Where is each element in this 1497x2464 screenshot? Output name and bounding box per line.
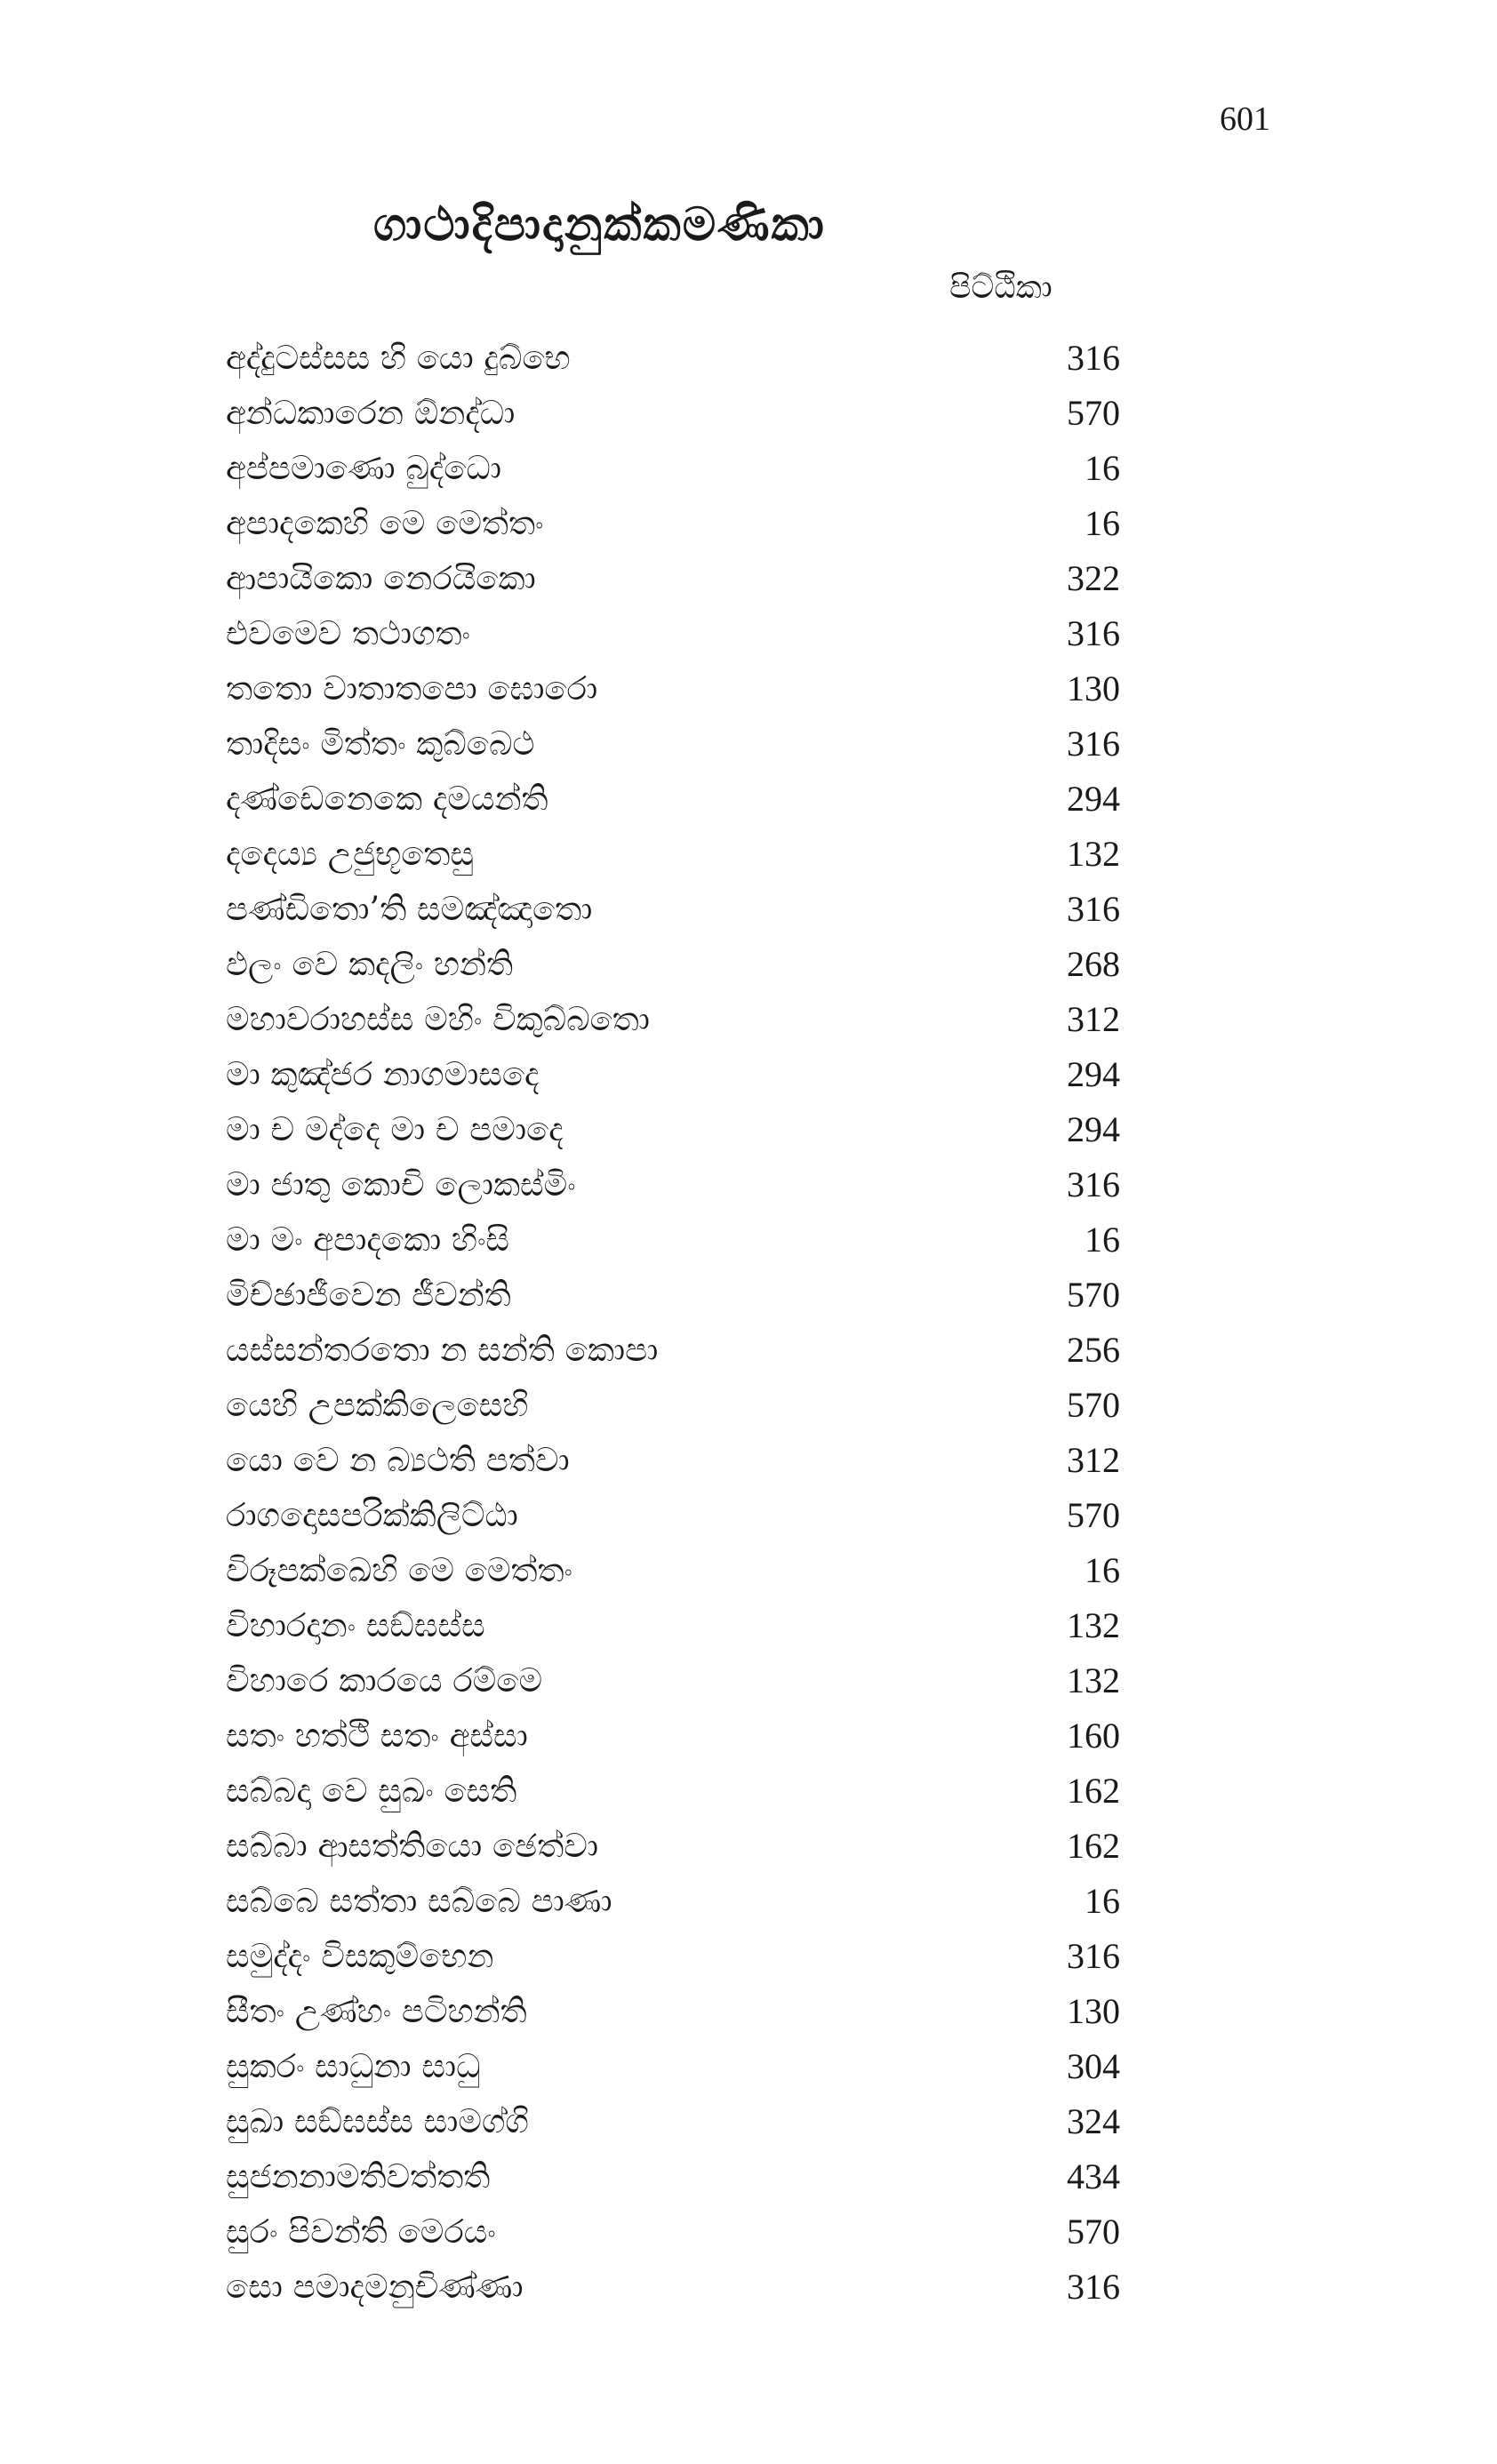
page-reference: 132 [1067, 1660, 1120, 1700]
page-reference: 316 [1067, 613, 1120, 653]
verse-first-line: අද්දුටස්සස හි යො දුබ්භෙ [226, 339, 571, 377]
index-entry [0, 772, 1497, 827]
index-entry [0, 331, 1497, 386]
verse-first-line: ඵලං වෙ කදලිං හන්ති [226, 945, 514, 983]
index-entry [0, 2094, 1497, 2149]
page-reference: 312 [1067, 1440, 1120, 1480]
index-entry [0, 1378, 1497, 1433]
index-entry [0, 827, 1497, 882]
index-entry [0, 1708, 1497, 1764]
verse-first-line: රාගදොසපරික්කිලිට්ඨා [226, 1496, 518, 1534]
verse-first-line: සුඛා සඞ්ඝස්ස සාමග්ගි [226, 2102, 529, 2140]
verse-first-line: අප්පමාණො බුද්ධො [226, 449, 502, 487]
index-entry [0, 496, 1497, 551]
index-entry [0, 1102, 1497, 1157]
index-entry [0, 441, 1497, 496]
page-reference: 16 [1085, 1550, 1120, 1590]
page-reference: 316 [1067, 2267, 1120, 2307]
verse-first-line: එවමෙව තථාගතං [226, 614, 470, 652]
index-entry [0, 661, 1497, 716]
index-entry [0, 606, 1497, 661]
verse-first-line: මා ජාතු කොචි ලොකස්මිං [226, 1165, 576, 1204]
page-reference: 316 [1067, 1936, 1120, 1976]
verse-first-line: සතං හත්ථි සතං අස්සා [226, 1716, 528, 1755]
index-entry [0, 1929, 1497, 1984]
page-reference: 324 [1067, 2101, 1120, 2141]
index-entry [0, 2260, 1497, 2315]
index-entry [0, 716, 1497, 772]
index-entry [0, 1212, 1497, 1268]
index-entry [0, 1323, 1497, 1378]
index-entry [0, 1764, 1497, 1819]
index-entry [0, 1984, 1497, 2039]
verse-first-line: සීතං උණ්හං පටිහන්ති [226, 1992, 527, 2030]
page-reference: 132 [1067, 1605, 1120, 1645]
verse-first-line: යො වෙ න බ්‍යථති පත්වා [226, 1441, 570, 1479]
page-reference: 294 [1067, 779, 1120, 819]
index-entry [0, 992, 1497, 1047]
verse-first-line: යෙහි උපක්කිලෙසෙහි [226, 1386, 529, 1424]
index-entry [0, 1653, 1497, 1708]
page-reference: 16 [1085, 503, 1120, 543]
page-reference: 16 [1085, 448, 1120, 488]
verse-first-line: සො පමාදමනුචිණ්ණා [226, 2268, 524, 2306]
page-reference: 570 [1067, 1275, 1120, 1315]
index-entry [0, 1874, 1497, 1929]
index-entry [0, 551, 1497, 606]
verse-first-line: තාදිසං මිත්තං කුබ්බෙථ [226, 724, 535, 763]
verse-first-line: සබ්බදා වෙ සුඛං සෙති [226, 1772, 517, 1810]
verse-first-line: මහාවරාහස්ස මහිං විකුබ්බතො [226, 1000, 650, 1038]
verse-first-line: තතො වාතාතපො ඝොරො [226, 669, 598, 708]
page-reference: 316 [1067, 724, 1120, 764]
page-reference: 570 [1067, 1495, 1120, 1535]
page-number: 601 [1220, 100, 1270, 138]
index-entry [0, 1543, 1497, 1598]
page-reference: 570 [1067, 2212, 1120, 2252]
verse-first-line: විහාරදානං සඞ්ඝස්ස [226, 1606, 485, 1644]
index-entry [0, 2204, 1497, 2260]
page-reference: 312 [1067, 999, 1120, 1039]
index-entry [0, 2149, 1497, 2204]
verse-first-line: මා කුඤ්ජර නාගමාසදෙ [226, 1055, 540, 1093]
verse-first-line: විහාරෙ කාරයෙ රම්මෙ [226, 1661, 543, 1700]
verse-first-line: සුකරං සාධුනා සාධු [226, 2047, 481, 2085]
verse-first-line: විරූපක්ඛෙහි මෙ මෙත්තං [226, 1551, 572, 1589]
index-entry [0, 1488, 1497, 1543]
verse-index-list [0, 331, 1497, 2315]
page-reference: 162 [1067, 1771, 1120, 1811]
index-entry [0, 1157, 1497, 1212]
verse-first-line: ආපායිකො නෙරයිකො [226, 559, 536, 597]
verse-first-line: සුරං පිවන්ති මෙරයං [226, 2212, 496, 2251]
index-entry [0, 882, 1497, 937]
page-reference: 268 [1067, 944, 1120, 984]
page-reference: 570 [1067, 393, 1120, 433]
index-entry [0, 386, 1497, 441]
page-reference: 294 [1067, 1054, 1120, 1094]
page-reference: 294 [1067, 1109, 1120, 1149]
page-reference: 16 [1085, 1220, 1120, 1260]
verse-first-line: දණ්ඩෙනෙකෙ දමයන්ති [226, 780, 548, 818]
verse-first-line: මා ච මද්දෙ මා ච පමාදෙ [226, 1110, 564, 1148]
verse-first-line: සබ්බෙ සත්තා සබ්බෙ පාණා [226, 1882, 612, 1920]
verse-first-line: සබ්බා ආසත්තියො ඡෙත්වා [226, 1827, 599, 1865]
index-entry [0, 1433, 1497, 1488]
page-reference: 316 [1067, 338, 1120, 378]
index-entry [0, 1598, 1497, 1653]
page-reference: 132 [1067, 834, 1120, 874]
page-reference: 316 [1067, 889, 1120, 929]
page-reference: 160 [1067, 1716, 1120, 1756]
page-reference: 130 [1067, 1991, 1120, 2031]
index-entry [0, 937, 1497, 992]
verse-first-line: පණ්ඩිතො’ති සමඤ්ඤාතො [226, 890, 593, 928]
page-reference: 316 [1067, 1164, 1120, 1204]
page-reference: 570 [1067, 1385, 1120, 1425]
index-entry [0, 1047, 1497, 1102]
page-reference: 130 [1067, 668, 1120, 708]
index-title: ගාථාදිපාදානුක්කමණිකා [373, 197, 826, 252]
verse-first-line: සුජනනාමතිවත්තති [226, 2157, 491, 2196]
verse-first-line: දදෙය්‍ය උජුභූතෙසු [226, 835, 475, 873]
page-reference: 322 [1067, 558, 1120, 598]
verse-first-line: සමුද්දං විසකුම්භෙන [226, 1937, 494, 1975]
page-reference: 16 [1085, 1881, 1120, 1921]
page-reference: 256 [1067, 1330, 1120, 1370]
verse-first-line: මා මං අපාදකො හිංසි [226, 1220, 510, 1259]
page-reference: 162 [1067, 1826, 1120, 1866]
verse-first-line: අපාදකෙහි මෙ මෙත්තං [226, 504, 544, 542]
page-reference: 434 [1067, 2156, 1120, 2196]
index-entry [0, 1268, 1497, 1323]
index-entry [0, 2039, 1497, 2094]
verse-first-line: යස්සන්තරතො න සන්ති කොපා [226, 1331, 659, 1369]
page-reference: 304 [1067, 2046, 1120, 2086]
index-entry [0, 1819, 1497, 1874]
verse-first-line: මිච්ඡාජීවෙන ජීවන්ති [226, 1276, 511, 1314]
page-column-header: පිට්ඨිකා [949, 269, 1053, 306]
verse-first-line: අන්ධකාරෙන ඕනද්ධා [226, 394, 516, 432]
